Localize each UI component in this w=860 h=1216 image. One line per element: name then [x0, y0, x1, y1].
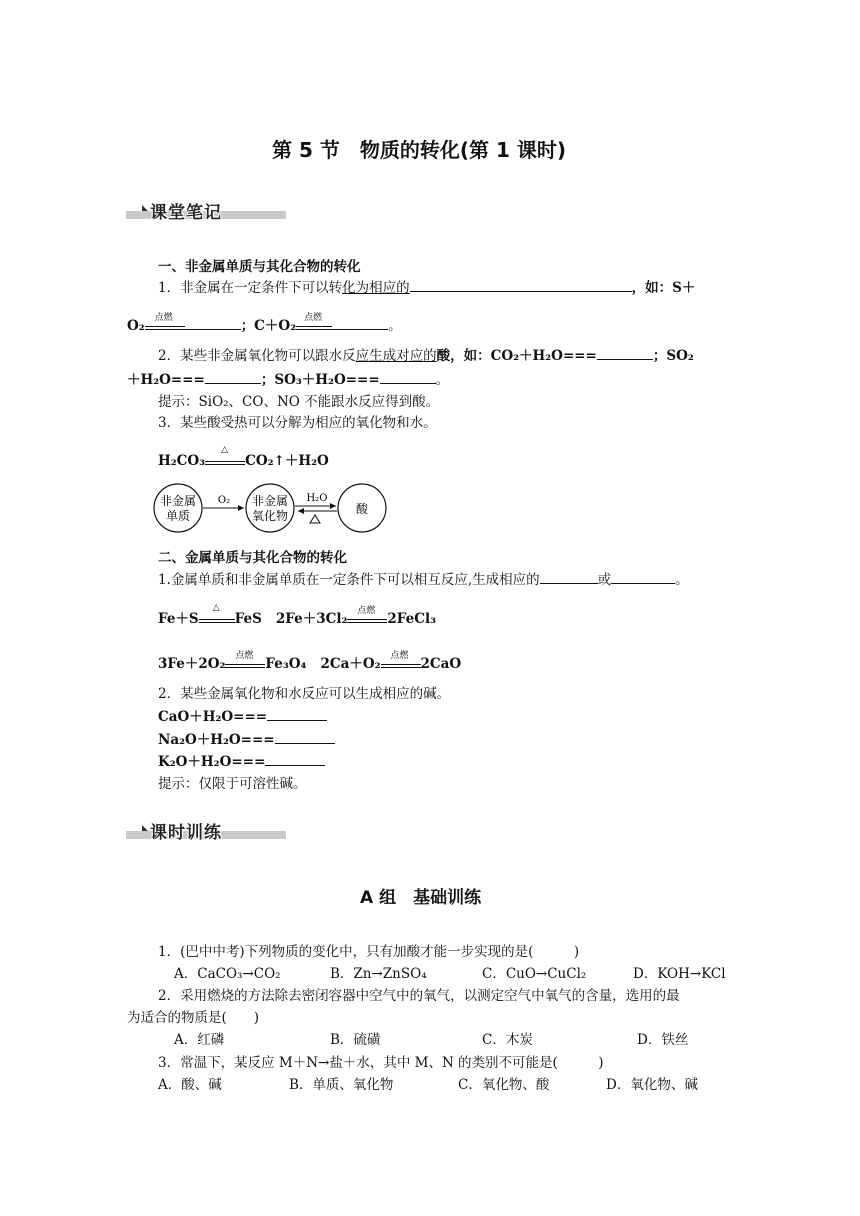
arrow-label: O₂	[217, 495, 231, 506]
arrow-label: H₂O	[306, 493, 328, 504]
question-option: B．单质、氧化物	[289, 1077, 394, 1093]
paragraph: ＋H₂O=== ；SO₃＋H₂O=== 。	[127, 372, 450, 388]
question-stem: 1．(巴中中考)下列物质的变化中，只有加酸才能一步实现的是( )	[158, 944, 580, 960]
reaction-line: Na₂O＋H₂O===	[158, 728, 335, 748]
conversion-diagram	[150, 482, 390, 534]
question-option: C．木炭	[482, 1032, 533, 1048]
paragraph: 1．非金属在一定条件下可以转化为相应的 ，如：S＋	[158, 280, 696, 296]
reaction-line: CaO＋H₂O===	[158, 705, 327, 725]
question-option: A．CaCO₃→CO₂	[174, 966, 281, 982]
node-label: 非金属	[159, 494, 197, 508]
question-option: D．氧化物、碱	[606, 1077, 698, 1093]
question-option: D．KOH→KCl	[633, 966, 726, 982]
section-banner-class-notes	[126, 198, 296, 222]
paragraph: 2．某些金属氧化物和水反应可以生成相应的碱。	[158, 686, 451, 702]
equation-line: H₂CO₃ △ CO₂↑＋H₂O	[158, 445, 329, 469]
question-option: A．酸、碱	[158, 1077, 222, 1093]
page-title: 第 5 节 物质的转化(第 1 课时)	[272, 138, 566, 162]
reaction-line: K₂O＋H₂O===	[158, 750, 325, 770]
arrow-icon	[128, 202, 148, 212]
arrow-icon	[128, 822, 148, 832]
banner-label: 课时训练	[150, 823, 222, 843]
section-heading: 一、非金属单质与其化合物的转化	[158, 259, 361, 275]
question-stem-continued: 为适合的物质是( )	[127, 1010, 260, 1026]
section-banner-lesson-training	[126, 818, 296, 842]
group-heading: A 组 基础训练	[360, 888, 482, 908]
node-label: 单质	[165, 509, 191, 523]
question-option: D．铁丝	[637, 1032, 689, 1048]
question-option: A．红磷	[174, 1032, 225, 1048]
hint: 提示：仅限于可溶性碱。	[158, 776, 307, 792]
question-stem: 3．常温下，某反应 M＋N→盐＋水，其中 M、N 的类别不可能是( )	[158, 1055, 604, 1071]
question-stem: 2．采用燃烧的方法除去密闭容器中空气中的氧气，以测定空气中氧气的含量，选用的最	[158, 988, 680, 1004]
node-label: 酸	[355, 502, 369, 516]
question-option: B．Zn→ZnSO₄	[330, 966, 427, 982]
question-option: B．硫磺	[330, 1032, 381, 1048]
hint: 提示：SiO₂、CO、NO 不能跟水反应得到酸。	[158, 394, 440, 410]
question-option: C．CuO→CuCl₂	[482, 966, 587, 982]
node-label: 氧化物	[251, 509, 289, 523]
banner-label: 课堂笔记	[150, 203, 222, 223]
equation-line: 3Fe＋2O₂ 点燃 Fe₃O₄ 2Ca＋O₂ 点燃 2CaO	[158, 651, 462, 672]
paragraph: 3．某些酸受热可以分解为相应的氧化物和水。	[158, 415, 437, 431]
equation-line: O₂ 点燃 ；C＋O₂ 点燃 。	[127, 313, 402, 334]
node-label: 非金属	[251, 494, 289, 508]
question-option: C．氧化物、酸	[458, 1077, 550, 1093]
section-heading: 二、金属单质与其化合物的转化	[158, 550, 347, 566]
paragraph: 1.金属单质和非金属单质在一定条件下可以相互反应,生成相应的 或 。	[158, 572, 689, 588]
paragraph: 2．某些非金属氧化物可以跟水反应生成对应的酸，如：CO₂＋H₂O=== ；SO₂	[158, 348, 694, 364]
equation-line: Fe＋S △ FeS 2Fe＋3Cl₂ 点燃 2FeCl₃	[158, 603, 437, 627]
